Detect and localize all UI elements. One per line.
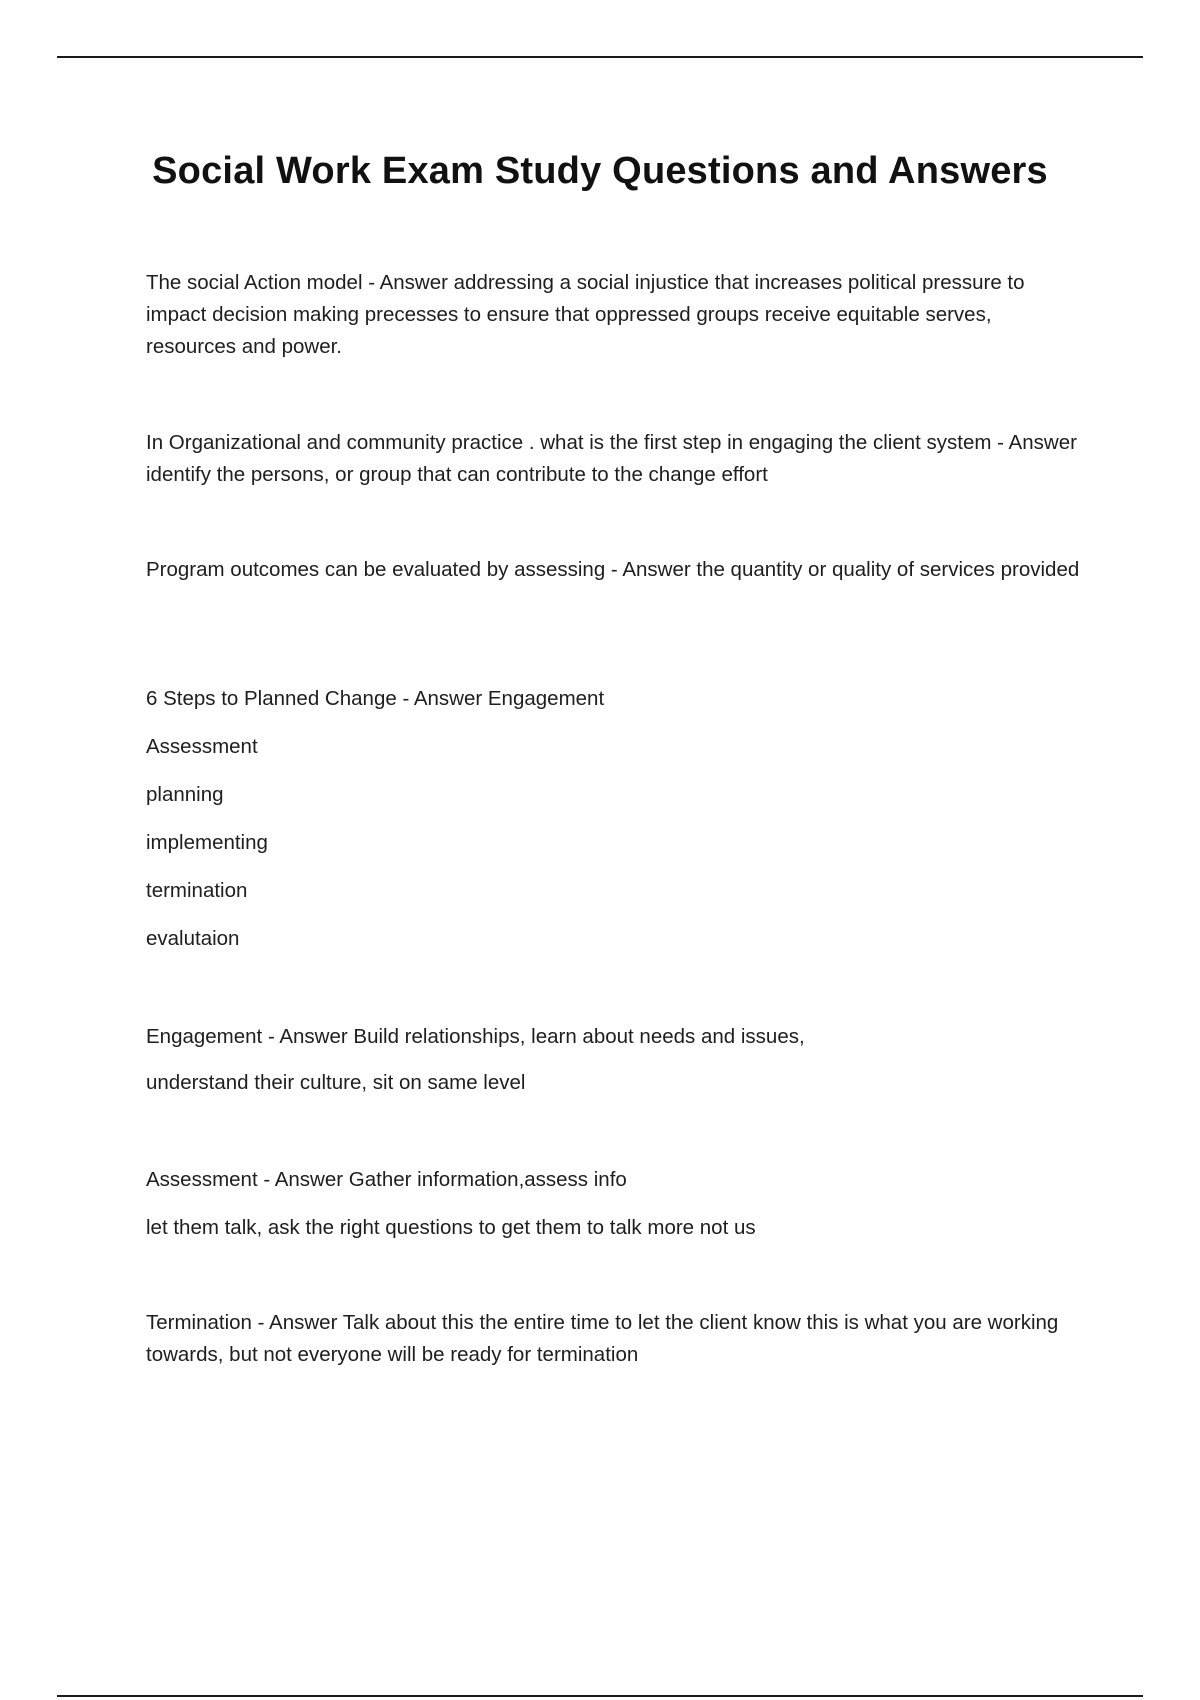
qa-assessment-line1: Assessment - Answer Gather information,assess info [146,1168,627,1191]
qa-termination: Termination - Answer Talk about this the entire time to let the client know this is what you are working towards, but not everyone will be ready for termination [146,1311,1059,1366]
planned-change-step: implementing [146,831,268,854]
planned-change-step: evalutaion [146,927,240,950]
qa-first-step-engaging: In Organizational and community practice . what is the first step in engaging the client system - Answer identify the persons, or group that can contribute to the change effort [146,431,1077,486]
planned-change-step: termination [146,879,248,902]
qa-assessment-line2: let them talk, ask the right questions to get them to talk more not us [146,1216,756,1239]
footer-rule [57,1695,1143,1697]
planned-change-step: Assessment [146,735,258,758]
qa-planned-change-heading: 6 Steps to Planned Change - Answer Engagement [146,687,605,710]
qa-engagement-line2: understand their culture, sit on same level [146,1071,526,1094]
qa-social-action-model: The social Action model - Answer addressing a social injustice that increases political pressure to impact decision making precesses to ensure that oppressed groups receive equitable serves, resources and power. [146,271,1025,358]
header-rule [57,56,1143,58]
qa-engagement-line1: Engagement - Answer Build relationships, learn about needs and issues, [146,1025,805,1048]
page-title: Social Work Exam Study Questions and Answers [152,150,1048,192]
qa-program-outcomes: Program outcomes can be evaluated by assessing - Answer the quantity or quality of services provided [146,558,1080,581]
planned-change-step: planning [146,783,224,806]
